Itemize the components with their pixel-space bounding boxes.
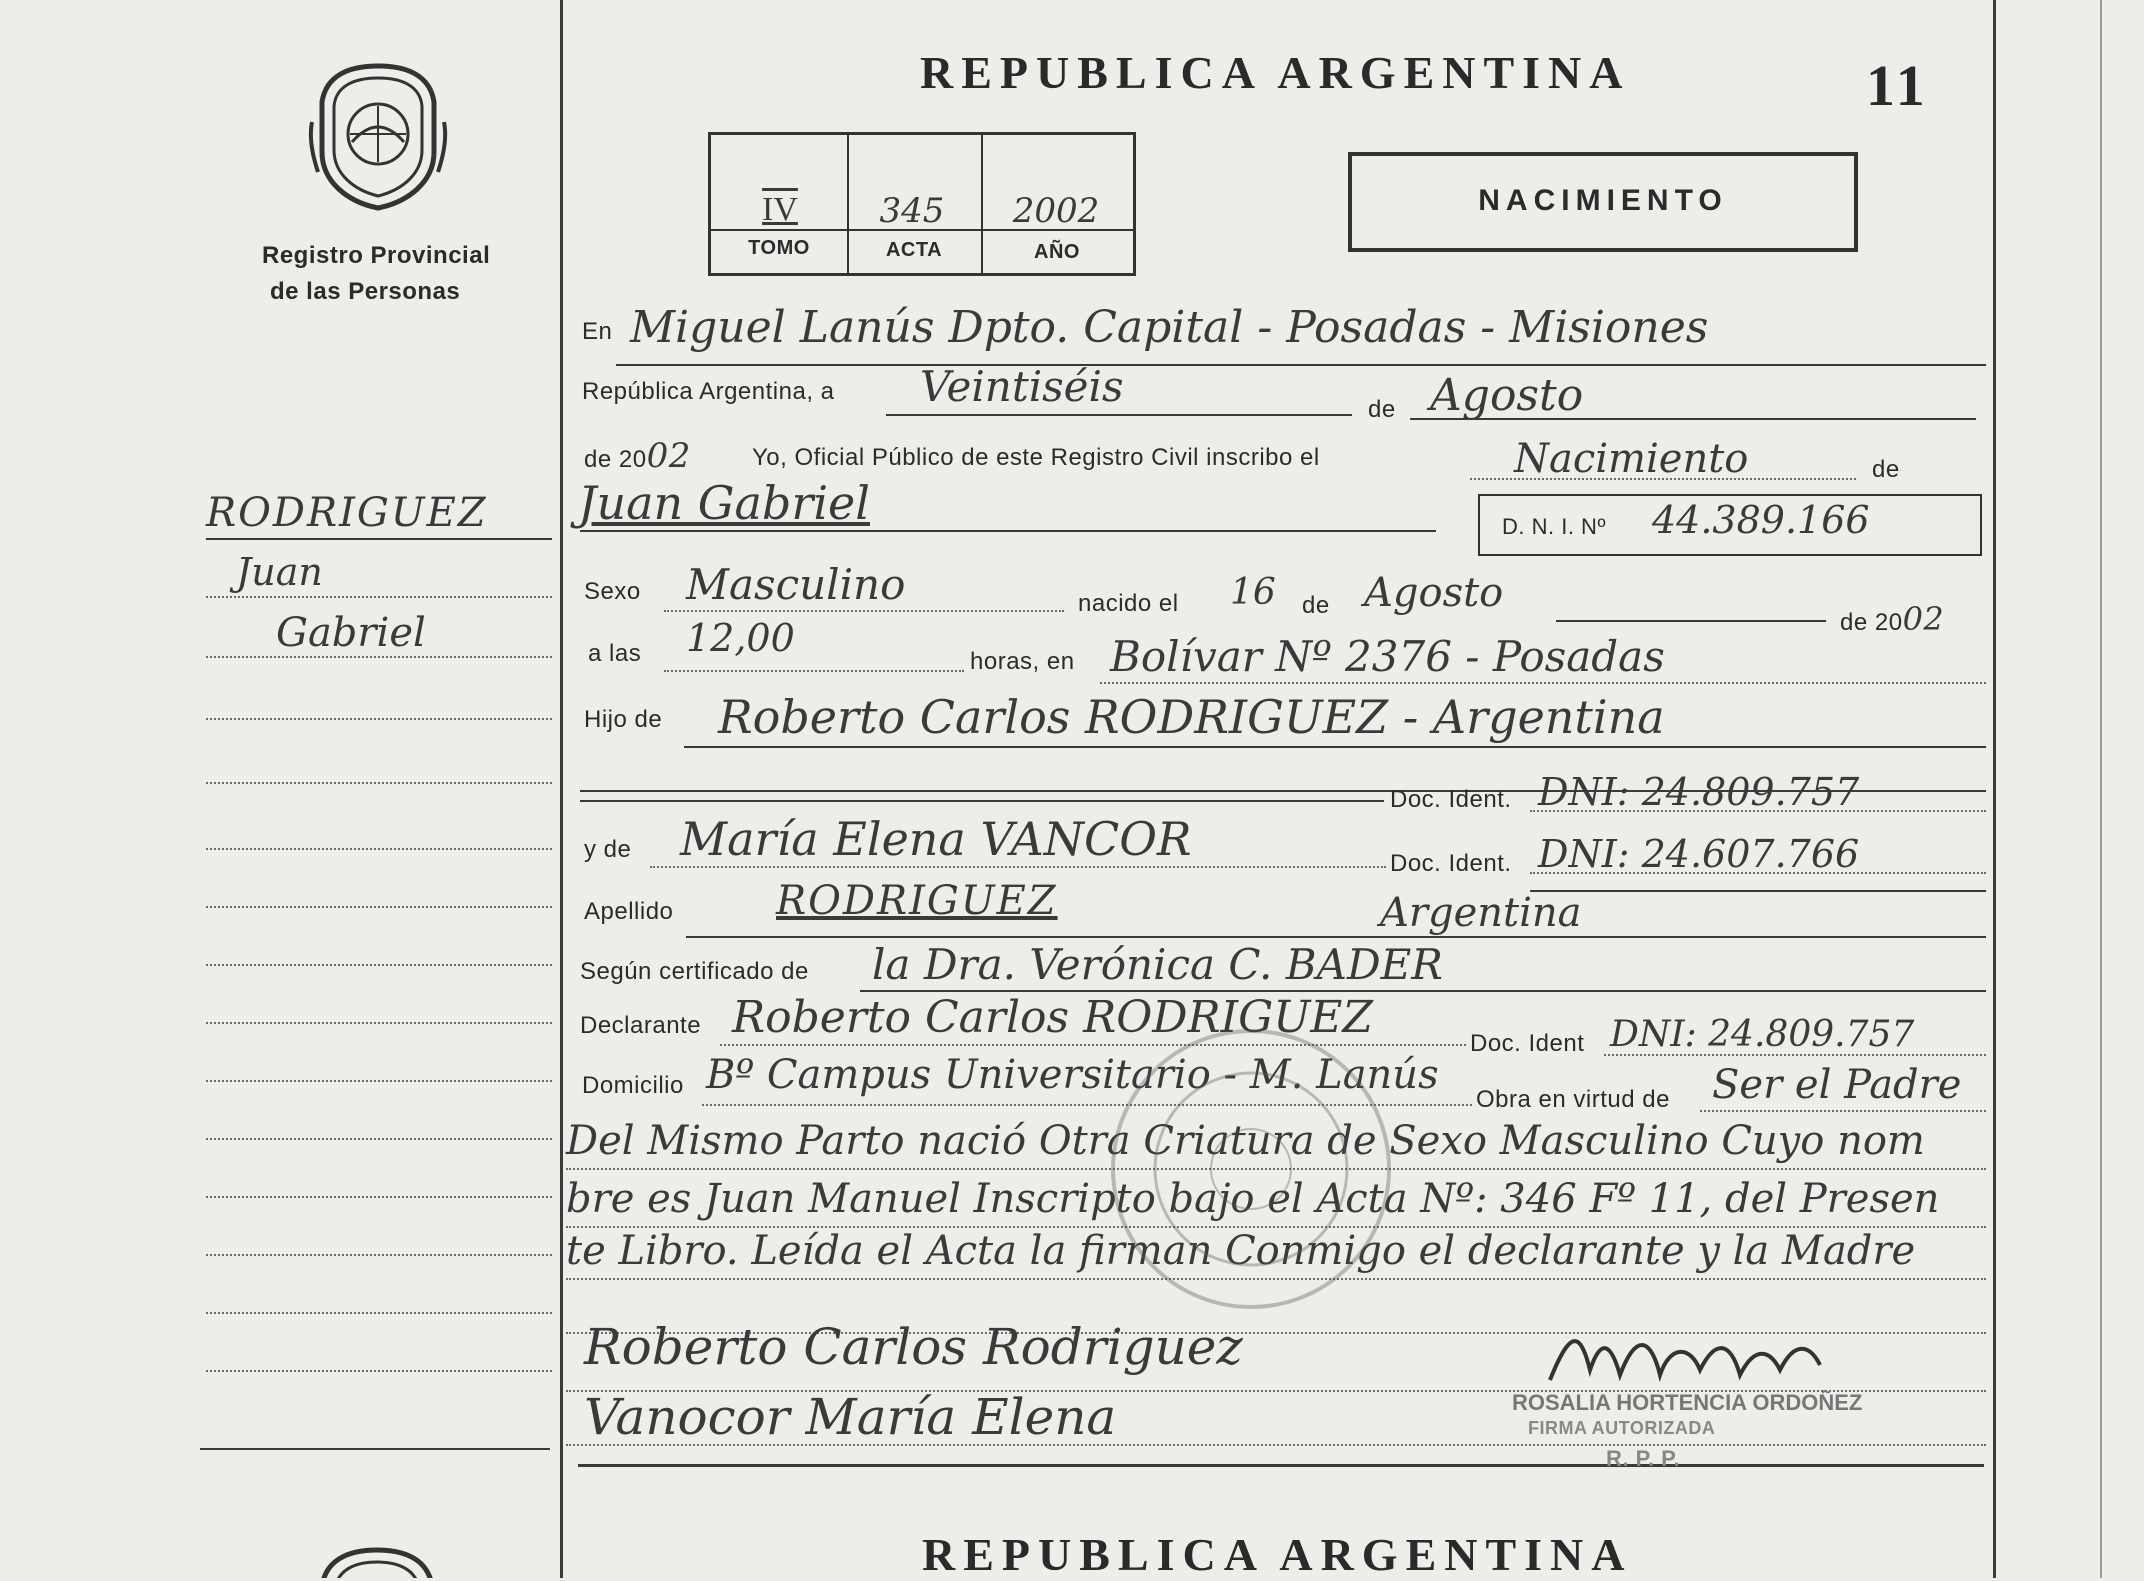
signature-scribble-icon xyxy=(1540,1320,1840,1400)
father-doc-lead xyxy=(580,800,1384,802)
anio-value: 2002 xyxy=(1012,191,1100,231)
yde-label: y de xyxy=(584,836,632,863)
place-of-registry: Miguel Lanús Dpto. Capital - Posadas - Misiones xyxy=(630,302,1709,353)
segun-value: la Dra. Verónica C. BADER xyxy=(872,940,1443,989)
registry-day: Veintiséis xyxy=(920,362,1124,411)
registry-logo xyxy=(308,62,448,212)
mother-doc: DNI: 24.607.766 xyxy=(1538,832,1860,876)
yo-label: Yo, Oficial Público de este Registro Civil inscribo el xyxy=(752,444,1320,471)
margin-line xyxy=(206,1370,552,1372)
horas-label: horas, en xyxy=(970,648,1075,675)
apellido-value: RODRIGUEZ xyxy=(776,878,1058,924)
official-stamp xyxy=(1106,1024,1396,1314)
official-name: ROSALIA HORTENCIA ORDOÑEZ xyxy=(1512,1390,1863,1415)
republica-label: República Argentina, a xyxy=(582,378,835,405)
margin-line xyxy=(206,964,552,966)
acta-label: ACTA xyxy=(885,239,943,261)
sexo-label: Sexo xyxy=(584,578,641,605)
obra-value: Ser el Padre xyxy=(1712,1062,1962,1108)
dni-label: D. N. I. Nº xyxy=(1502,514,1606,539)
far-right-edge xyxy=(2100,0,2102,1578)
registry-month: Agosto xyxy=(1430,370,1584,421)
margin-line xyxy=(206,1196,552,1198)
registry-logo-next-page xyxy=(312,1546,442,1578)
day-line xyxy=(886,414,1352,416)
margin-line xyxy=(206,596,552,598)
act-type-label: NACIMIENTO xyxy=(1478,184,1728,217)
margin-line xyxy=(200,1448,550,1450)
official-signature-scribble xyxy=(1540,1320,1840,1400)
father-name: Roberto Carlos RODRIGUEZ - Argentina xyxy=(718,690,1665,744)
margin-surname: RODRIGUEZ xyxy=(206,490,488,536)
inscribe-line xyxy=(1470,478,1856,480)
note-line-3: te Libro. Leída el Acta la firman Conmigo el declarante y la Madre xyxy=(566,1228,1916,1274)
hour-line xyxy=(664,670,964,672)
sexo-value: Masculino xyxy=(686,560,906,609)
place-line xyxy=(1100,682,1986,684)
doc-label-mother: Doc. Ident. xyxy=(1390,850,1512,877)
provincial-seal-logo-icon xyxy=(312,1546,442,1578)
en-line xyxy=(616,364,1986,366)
margin-middle-name: Gabriel xyxy=(276,610,426,656)
declarante-doc: DNI: 24.809.757 xyxy=(1610,1014,1915,1055)
alas-label: a las xyxy=(588,640,642,667)
de-label2: de xyxy=(1872,456,1900,483)
act-type-box xyxy=(1348,152,1858,252)
anio-label: AÑO xyxy=(1034,241,1080,263)
header-title: REPUBLICA ARGENTINA xyxy=(920,47,1631,98)
registry-name-line1: Registro Provincial xyxy=(262,242,491,269)
en-label: En xyxy=(582,318,613,345)
page-number: 11 xyxy=(1866,53,1929,118)
domicilio-value: Bº Campus Universitario - M. Lanús xyxy=(706,1052,1439,1098)
note-line-2: bre es Juan Manuel Inscripto bajo el Acta Nº: 346 Fº 11, del Presen xyxy=(566,1176,1940,1222)
margin-line xyxy=(206,1254,552,1256)
apellido-line xyxy=(686,936,1986,938)
margin-first-name: Juan xyxy=(236,550,323,594)
round-stamp-icon xyxy=(1106,1024,1396,1314)
margin-line xyxy=(206,1138,552,1140)
provincial-seal-logo-icon xyxy=(308,62,448,212)
domicilio-label: Domicilio xyxy=(582,1072,684,1099)
father-line xyxy=(684,746,1986,748)
doc-label-father: Doc. Ident. xyxy=(1390,786,1512,813)
de-label3: de xyxy=(1302,592,1330,619)
child-name-line xyxy=(580,530,1436,532)
obra-label: Obra en virtud de xyxy=(1476,1086,1670,1113)
birth-year-prefix: de 20 xyxy=(1840,609,1903,636)
margin-line xyxy=(206,1312,552,1314)
right-page-border xyxy=(1993,0,1996,1578)
margin-line xyxy=(206,718,552,720)
mother-name: María Elena VANCOR xyxy=(680,812,1192,866)
apellido-nationality: Argentina xyxy=(1380,890,1582,936)
registry-year: 02 xyxy=(646,436,691,476)
inscribe-type: Nacimiento xyxy=(1514,436,1749,482)
father-doc: DNI: 24.809.757 xyxy=(1538,770,1860,814)
note-line-1: Del Mismo Parto nació Otra Criatura de Sexo Masculino Cuyo nom xyxy=(566,1118,1925,1164)
dni-value: 44.389.166 xyxy=(1652,498,1870,542)
birth-year-label xyxy=(1840,600,1944,638)
tomo-value: IV xyxy=(762,191,798,228)
mother-line xyxy=(650,866,1386,868)
birth-hour: 12,00 xyxy=(686,616,795,660)
margin-line xyxy=(206,538,552,540)
child-name: Juan Gabriel xyxy=(578,476,870,530)
sexo-line xyxy=(664,610,1064,612)
margin-line xyxy=(206,1022,552,1024)
acta-value: 345 xyxy=(879,191,945,231)
dni-box xyxy=(1478,494,1982,556)
year-label xyxy=(584,436,691,476)
birth-month: Agosto xyxy=(1364,570,1504,616)
margin-line xyxy=(206,906,552,908)
nacido-label: nacido el xyxy=(1078,590,1179,617)
margin-line xyxy=(206,1080,552,1082)
birth-year: 02 xyxy=(1902,600,1945,638)
birth-day: 16 xyxy=(1230,572,1276,613)
form-bottom-line xyxy=(578,1464,1984,1467)
obra-line xyxy=(1700,1110,1986,1112)
declarante-name: Roberto Carlos RODRIGUEZ xyxy=(732,992,1373,1043)
birth-place: Bolívar Nº 2376 - Posadas xyxy=(1110,632,1665,681)
footer-title: REPUBLICA ARGENTINA xyxy=(922,1529,1633,1580)
tomo-label: TOMO xyxy=(748,237,810,259)
margin-line xyxy=(206,782,552,784)
act-number-box xyxy=(708,132,1136,276)
margin-line xyxy=(206,848,552,850)
margin-line xyxy=(206,656,552,658)
year-prefix: de 20 xyxy=(584,446,647,473)
official-title: FIRMA AUTORIZADA xyxy=(1528,1418,1716,1438)
apellido-label: Apellido xyxy=(584,898,674,925)
official-role: R. P. P. xyxy=(1606,1446,1681,1471)
left-page-divider xyxy=(560,0,563,1578)
mother-line2 xyxy=(1530,890,1986,892)
birth-line xyxy=(1556,620,1826,622)
de-label: de xyxy=(1368,396,1396,423)
signature-father: Roberto Carlos Rodriguez xyxy=(584,1318,1243,1376)
doc-label-declarante: Doc. Ident xyxy=(1470,1030,1585,1057)
hijo-label: Hijo de xyxy=(584,706,663,733)
segun-label: Según certificado de xyxy=(580,958,809,985)
registry-name-line2: de las Personas xyxy=(270,278,461,305)
signature-mother: Vanocor María Elena xyxy=(584,1388,1117,1446)
declarante-label: Declarante xyxy=(580,1012,702,1039)
